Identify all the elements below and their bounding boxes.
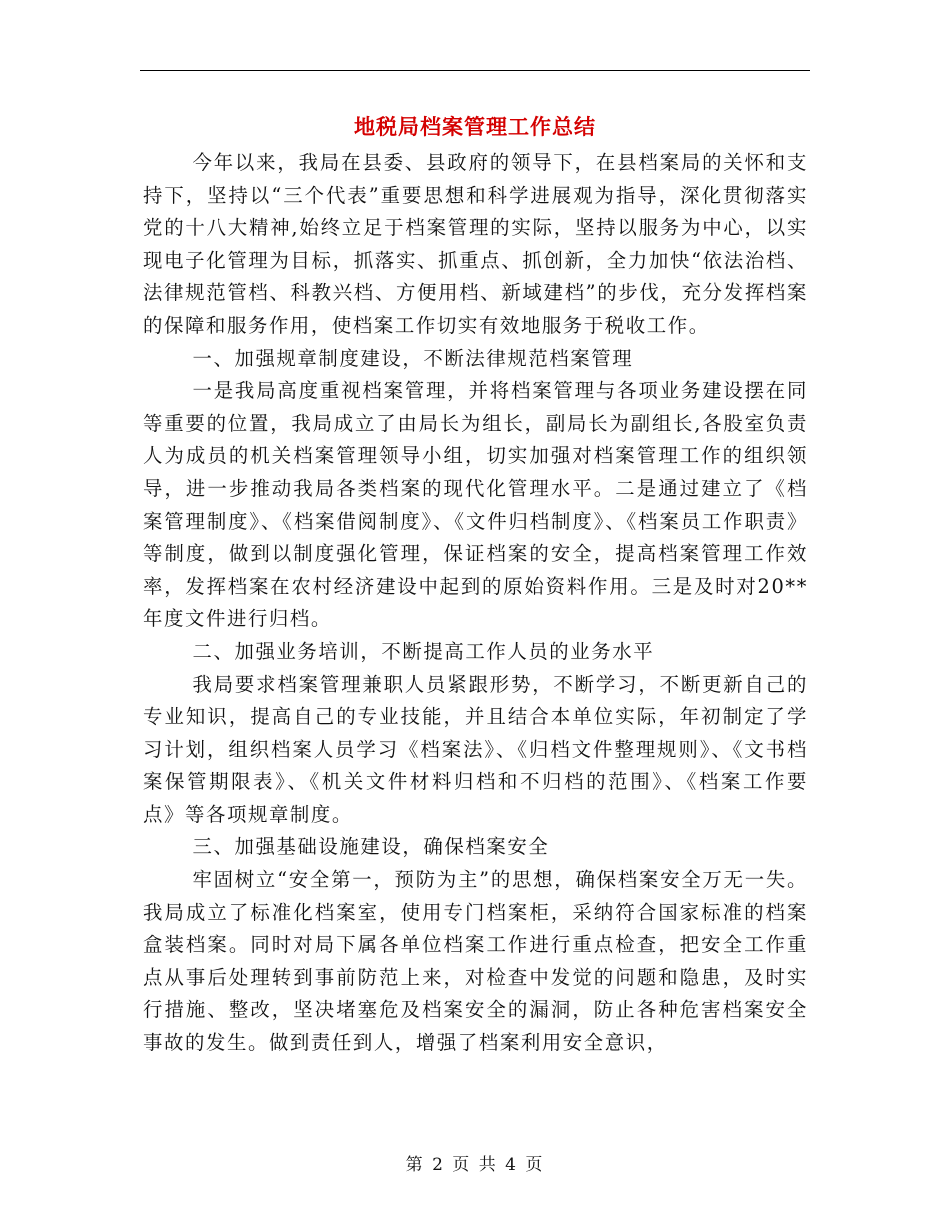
document-title: 地税局档案管理工作总结	[354, 114, 596, 139]
paragraph-intro: 今年以来，我局在县委、县政府的领导下，在县档案局的关怀和支持下，坚持以“三个代表”重要思想和科学进展观为指导，深化贯彻落实党的十八大精神,始终立足于档案管理的实际，坚持以服务为中心，以实现电子化管理为目标，抓落实、抓重点、抓创新，全力加快“依法治档、法律规范管档、科教兴档、方便用档、新域建档”的步伐，充分发挥档案的保障和服务作用，使档案工作切实有效地服务于税收工作。	[143, 151, 808, 337]
section-heading-1: 一、加强规章制度建设，不断法律规范档案管理	[192, 346, 634, 370]
paragraph-section-3: 牢固树立“安全第一，预防为主”的思想，确保档案安全万无一失。我局成立了标准化档案室，使用专门档案柜，采纳符合国家标准的档案盒装档案。同时对局下属各单位档案工作进行重点检查，把安全工作重点从事后处理转到事前防范上来，对检查中发觉的问题和隐患，及时实行措施、整改，坚决堵塞危及档案安全的漏洞，防止各种危害档案安全事故的发生。做到责任到人，增强了档案利用安全意识，	[143, 868, 808, 1055]
document-body	[143, 147, 808, 1060]
header-rule	[140, 70, 810, 71]
section-heading-2: 二、加强业务培训，不断提高工作人员的业务水平	[192, 639, 655, 663]
paragraph-section-1: 一是我局高度重视档案管理，并将档案管理与各项业务建设摆在同等重要的位置，我局成立了由局长为组长，副局长为副组长,各股室负责人为成员的机关档案管理领导小组，切实加强对档案管理工作的组织领导，进一步推动我局各类档案的现代化管理水平。二是通过建立了《档案管理制度》、《档案借阅制度》、《文件归档制度》、《档案员工作职责》等制度，做到以制度强化管理，保证档案的安全，提高档案管理工作效率，发挥档案在农村经济建设中起到的原始资料作用。三是及时对20**年度文件进行归档。	[143, 379, 808, 631]
page-number: 第 2 页 共 4 页	[405, 1155, 545, 1175]
paragraph-section-2: 我局要求档案管理兼职人员紧跟形势，不断学习，不断更新自己的专业知识，提高自己的专业技能，并且结合本单位实际，年初制定了学习计划，组织档案人员学习《档案法》、《归档文件整理规则》、《文书档案保管期限表》、《机关文件材料归档和不归档的范围》、《档案工作要点》等各项规章制度。	[143, 672, 808, 826]
section-heading-3: 三、加强基础设施建设，确保档案安全	[192, 835, 550, 859]
